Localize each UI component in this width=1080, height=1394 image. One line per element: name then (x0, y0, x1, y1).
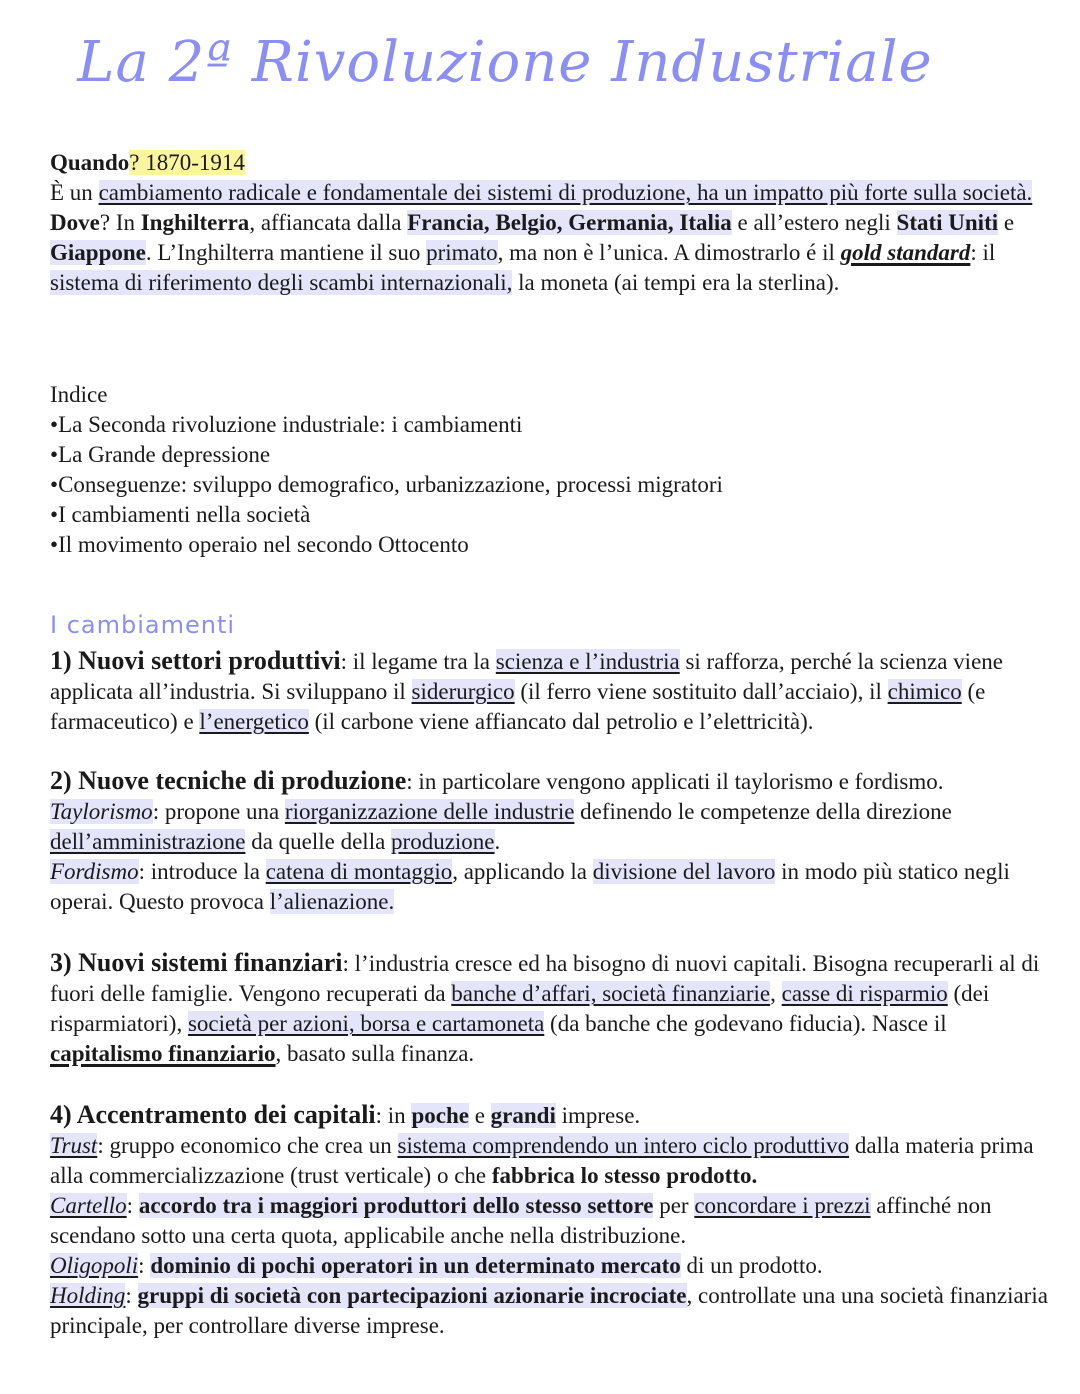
s3-heading: 3) Nuovi sistemi finanziari (50, 948, 343, 977)
s4-prezzi: concordare i prezzi (694, 1193, 871, 1218)
s1-chimico: chimico (887, 679, 962, 704)
intro-description (50, 178, 1060, 208)
s3-societa: società per azioni, borsa e cartamoneta (187, 1011, 545, 1036)
index-item: • Conseguenze: sviluppo demografico, urbanizzazione, processi migratori (50, 470, 1060, 500)
s4-text: imprese. (555, 1103, 641, 1128)
s4-dominio: dominio di pochi operatori in un determinato mercato (150, 1253, 681, 1278)
gold-end: la moneta (ai tempi era la sterlina). (512, 270, 840, 295)
s3-text: : l’industria cresce ed ha bisogno di nuovi capitali. Bisogna recuperarli al di fuori delle famiglie. Vengono recuperati da (50, 951, 1040, 1006)
s4-sistema: sistema comprendendo un intero ciclo produttivo (397, 1133, 850, 1158)
cartello: Cartello (50, 1193, 127, 1218)
s2-divisione: divisione del lavoro (592, 859, 776, 884)
s3-casse: casse di risparmio (781, 981, 948, 1006)
s4-text: , controllate una una società finanziaria principale, per controllare diverse imprese. (50, 1283, 1048, 1338)
s3-text: (dei risparmiatori), (50, 981, 990, 1036)
gold-definition: sistema di riferimento degli scambi internazionali, (50, 270, 513, 295)
where-q: ? In (99, 210, 141, 235)
s1-text: : il legame tra la (340, 649, 496, 674)
when-label: Quando (50, 150, 130, 175)
oligopoli: Oligopoli (50, 1253, 139, 1278)
s4-text: : (125, 1283, 138, 1308)
intro-block (50, 148, 1060, 298)
s3-text: , basato sulla finanza. (275, 1041, 475, 1066)
s1-siderurgico: siderurgico (411, 679, 515, 704)
s2-text: in modo più statico negli operai. Questo provoca (50, 859, 1010, 914)
where-label: Dove (50, 210, 100, 235)
trust: Trust (50, 1133, 98, 1158)
s4-text: : (138, 1253, 151, 1278)
s4-grandi: grandi (490, 1103, 556, 1128)
section-2 (50, 766, 1060, 917)
s2-catena: catena di montaggio (265, 859, 453, 884)
s1-science: scienza e l’industria (495, 649, 680, 674)
s2-text: : in particolare vengono applicati il taylorismo e fordismo. (406, 769, 944, 794)
s4-poche: poche (411, 1103, 469, 1128)
index-item: • La Grande depressione (50, 440, 1060, 470)
other-countries: Francia, Belgio, Germania, Italia (407, 210, 732, 235)
s2-text: definendo le competenze della direzione (574, 799, 952, 824)
where-end: . L’Inghilterra mantiene il suo (145, 240, 427, 265)
s2-amministrazione: dell’amministrazione (50, 829, 246, 854)
japan: Giappone (50, 240, 146, 265)
s4-fabbrica: fabbrica lo stesso prodotto. (491, 1163, 758, 1188)
index-block (50, 380, 1060, 560)
taylorismo: Taylorismo (50, 799, 153, 824)
when-value: 1870-1914 (145, 150, 245, 175)
s2-text: da quelle della (245, 829, 392, 854)
desc-pre: È un (50, 180, 99, 205)
s3-capitalismo: capitalismo finanziario (50, 1041, 276, 1066)
section-3 (50, 948, 1060, 1069)
s4-text: affinché non scendano sotto una certa quota, applicabile anche nella distribuzione. (50, 1193, 992, 1248)
s4-text: di un prodotto. (680, 1253, 823, 1278)
and: e (998, 210, 1015, 235)
where-mid: , affiancata dalla (249, 210, 408, 235)
s2-text: : propone una (152, 799, 285, 824)
section-4 (50, 1100, 1060, 1341)
when-q: ? (129, 150, 146, 175)
intro-where (50, 208, 1060, 298)
s4-accordo: accordo tra i maggiori produttori dello stesso settore (138, 1193, 654, 1218)
primato: primato (426, 240, 498, 265)
section-1 (50, 646, 1060, 737)
usa: Stati Uniti (896, 210, 999, 235)
s4-gruppi: gruppi di società con partecipazioni azionarie incrociate (137, 1283, 687, 1308)
s3-banche: banche d’affari, società finanziarie (451, 981, 771, 1006)
s1-text: (e farmaceutico) e (50, 679, 986, 734)
intro-when (50, 148, 1060, 178)
where-end2: , ma non è l’unica. A dimostrarlo é il (497, 240, 841, 265)
index-item: • La Seconda rivoluzione industriale: i cambiamenti (50, 410, 1060, 440)
s1-text: si rafforza, perché la scienza viene applicata all’industria. Si sviluppano il (50, 649, 1003, 704)
s3-text: , (770, 981, 782, 1006)
s3-text: (da banche che godevano fiducia). Nasce il (544, 1011, 947, 1036)
s4-heading: 4) Accentramento dei capitali (50, 1100, 376, 1129)
page-title: La 2ª Rivoluzione Industriale (77, 30, 933, 95)
index-heading: Indice (50, 382, 108, 407)
s2-text: : introduce la (138, 859, 266, 884)
s2-text: , applicando la (452, 859, 593, 884)
s4-text: : in (375, 1103, 412, 1128)
holding: Holding (50, 1283, 126, 1308)
s1-heading: 1) Nuovi settori produttivi (50, 646, 341, 675)
section-title: I cambiamenti (50, 611, 236, 639)
england: Inghilterra (140, 210, 250, 235)
fordismo: Fordismo (50, 859, 139, 884)
s2-alienazione: l’alienazione. (269, 889, 395, 914)
desc-highlight: cambiamento radicale e fondamentale dei sistemi di produzione, ha un impatto più forte sulla società. (98, 180, 1033, 205)
s2-heading: 2) Nuove tecniche di produzione (50, 766, 407, 795)
s1-text: (il ferro viene sostituito dall’acciaio), il (514, 679, 888, 704)
gold-standard: gold standard (840, 240, 971, 265)
s2-produzione: produzione (391, 829, 495, 854)
s1-text: (il carbone viene affiancato dal petrolio e l’elettricità). (308, 709, 814, 734)
s4-text: : (126, 1193, 139, 1218)
s4-text: dalla materia prima alla commercializzazione (trust verticale) o che (50, 1133, 1034, 1188)
s2-riorganizzazione: riorganizzazione delle industrie (284, 799, 575, 824)
index-list (50, 410, 1060, 560)
s4-text: : gruppo economico che crea un (97, 1133, 398, 1158)
index-item: • I cambiamenti nella società (50, 500, 1060, 530)
where-mid2: e all’estero negli (731, 210, 897, 235)
s4-text: per (653, 1193, 695, 1218)
s1-energetico: l’energetico (199, 709, 309, 734)
gold-colon: : il (970, 240, 996, 265)
s2-text: . (494, 829, 501, 854)
s4-text: e (468, 1103, 491, 1128)
index-item: • Il movimento operaio nel secondo Ottocento (50, 530, 1060, 560)
